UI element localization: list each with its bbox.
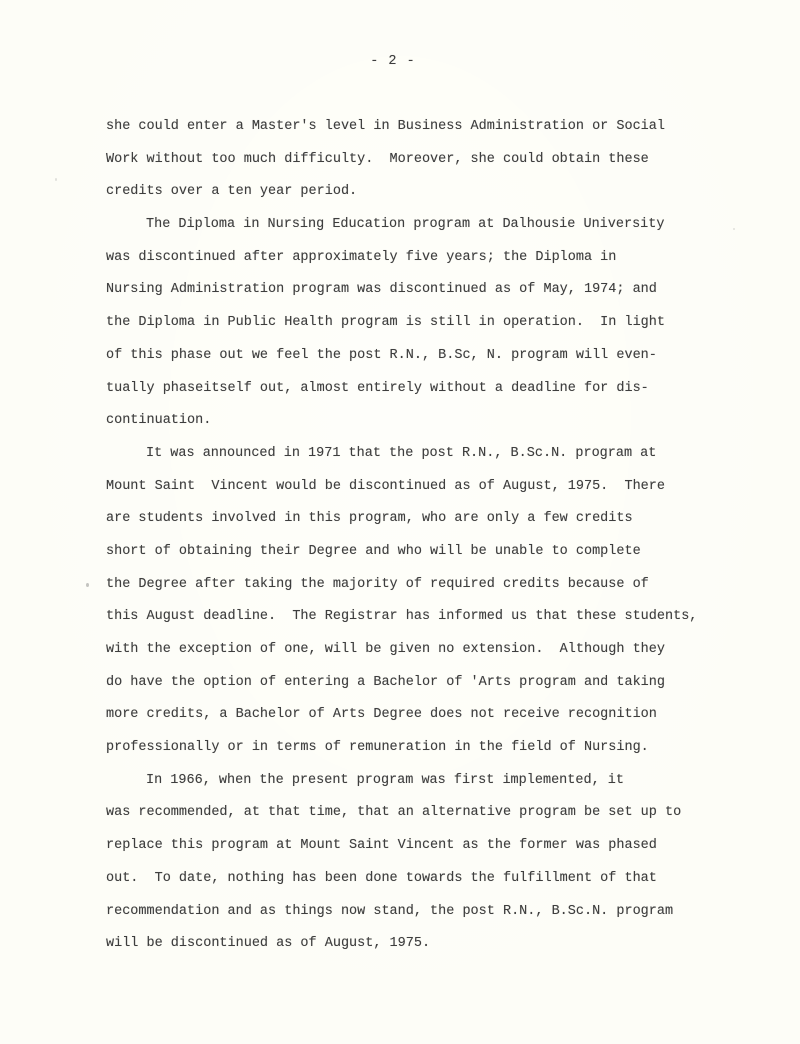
text-line: short of obtaining their Degree and who will be unable to complete (106, 543, 641, 559)
paper-speck (733, 228, 735, 230)
text-line: The Diploma in Nursing Education program at Dalhousie University (146, 217, 665, 233)
paragraph (106, 765, 746, 961)
text-line: was recommended, at that time, that an alternative program be set up to (106, 805, 682, 821)
text-line: tually phaseitself out, almost entirely without a deadline for dis- (106, 380, 649, 396)
page-number: - 2 - (370, 54, 416, 69)
text-line: replace this program at Mount Saint Vincent as the former was phased (106, 838, 657, 854)
text-line: It was announced in 1971 that the post R.N., B.Sc.N. program at (146, 445, 657, 461)
paragraph (106, 209, 746, 438)
text-line: are students involved in this program, who are only a few credits (106, 511, 633, 527)
text-line: more credits, a Bachelor of Arts Degree does not receive recognition (106, 707, 657, 723)
text-line: the Degree after taking the majority of required credits because of (106, 576, 649, 592)
text-line: with the exception of one, will be given no extension. Although they (106, 642, 665, 657)
text-line: do have the option of entering a Bachelor of 'Arts program and taking (106, 674, 665, 690)
paragraph (106, 438, 746, 765)
text-line: this August deadline. The Registrar has informed us that these students, (106, 609, 698, 625)
paper-speck (55, 178, 57, 181)
text-line: Work without too much difficulty. Moreover, she could obtain these (106, 151, 649, 167)
text-line: Mount Saint Vincent would be discontinued as of August, 1975. There (106, 478, 665, 494)
text-line: of this phase out we feel the post R.N., B.Sc, N. program will even- (106, 347, 657, 363)
text-line: the Diploma in Public Health program is still in operation. In light (106, 315, 665, 331)
text-line: Nursing Administration program was discontinued as of May, 1974; and (106, 282, 657, 298)
text-line: professionally or in terms of remuneration in the field of Nursing. (106, 740, 649, 756)
document-body (106, 111, 746, 961)
text-line: she could enter a Master's level in Business Administration or Social (106, 119, 665, 134)
paragraph (106, 111, 746, 209)
text-line: will be discontinued as of August, 1975. (106, 936, 431, 952)
text-line: recommendation and as things now stand, the post R.N., B.Sc.N. program (106, 903, 674, 919)
text-line: was discontinued after approximately five years; the Diploma in (106, 249, 617, 265)
text-line: In 1966, when the present program was first implemented, it (146, 772, 624, 788)
text-line: credits over a ten year period. (106, 184, 358, 200)
paper-speck (86, 583, 89, 587)
text-line: continuation. (106, 413, 212, 429)
text-line: out. To date, nothing has been done towards the fulfillment of that (106, 870, 657, 886)
